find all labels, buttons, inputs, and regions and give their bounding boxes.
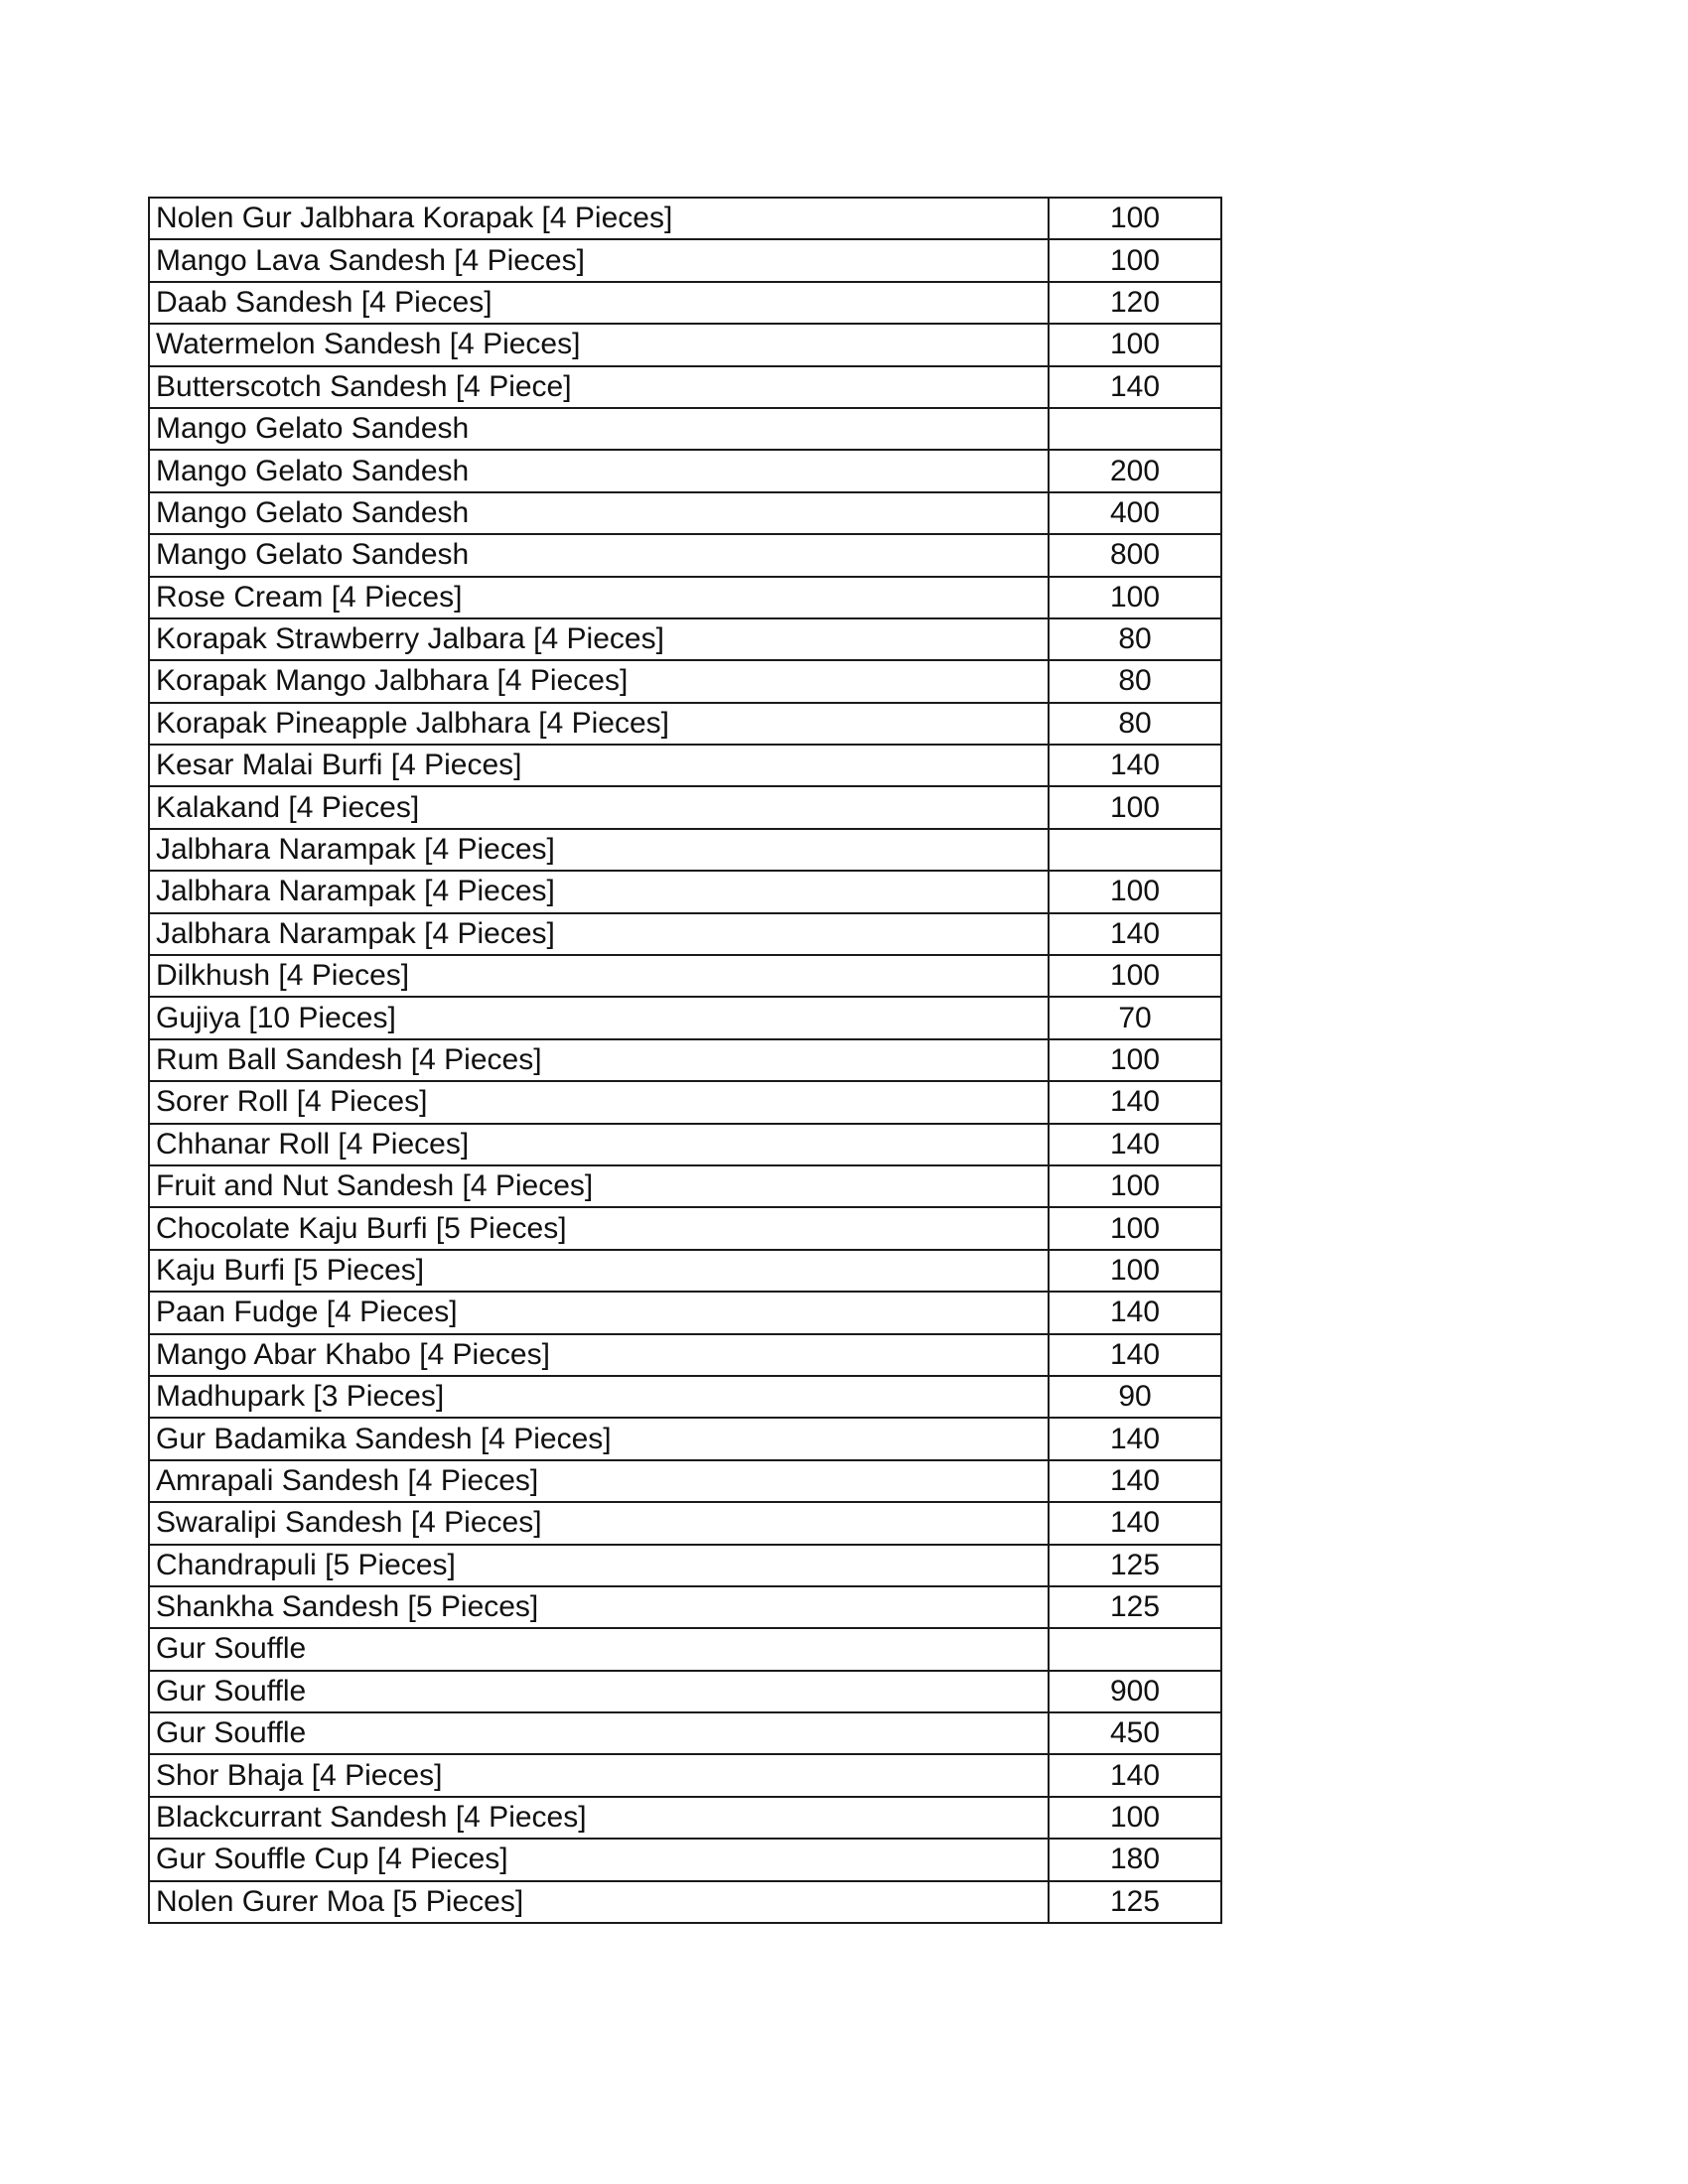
item-price-cell: 140 — [1049, 366, 1221, 408]
item-price-cell: 120 — [1049, 282, 1221, 324]
item-name-cell: Shankha Sandesh [5 Pieces] — [149, 1586, 1049, 1628]
item-price-cell: 140 — [1049, 745, 1221, 786]
table-row — [149, 1165, 1221, 1207]
item-price-cell: 100 — [1049, 1207, 1221, 1249]
table-row — [149, 1334, 1221, 1376]
table-row — [149, 239, 1221, 281]
table-row — [149, 1671, 1221, 1712]
item-price-cell: 140 — [1049, 1460, 1221, 1502]
item-name-cell: Sorer Roll [4 Pieces] — [149, 1081, 1049, 1123]
table-row — [149, 1124, 1221, 1165]
item-price-cell: 140 — [1049, 1081, 1221, 1123]
table-row — [149, 324, 1221, 365]
item-price-cell: 125 — [1049, 1881, 1221, 1923]
item-price-cell: 80 — [1049, 703, 1221, 745]
item-name-cell: Nolen Gur Jalbhara Korapak [4 Pieces] — [149, 198, 1049, 239]
item-name-cell: Nolen Gurer Moa [5 Pieces] — [149, 1881, 1049, 1923]
item-name-cell: Watermelon Sandesh [4 Pieces] — [149, 324, 1049, 365]
item-price-cell — [1049, 1628, 1221, 1670]
item-name-cell: Mango Gelato Sandesh — [149, 408, 1049, 450]
item-name-cell: Jalbhara Narampak [4 Pieces] — [149, 913, 1049, 955]
table-row — [149, 1545, 1221, 1586]
item-price-cell — [1049, 829, 1221, 871]
table-row — [149, 1081, 1221, 1123]
table-row — [149, 1207, 1221, 1249]
item-price-cell: 140 — [1049, 1418, 1221, 1459]
item-name-cell: Mango Gelato Sandesh — [149, 534, 1049, 576]
item-name-cell: Mango Abar Khabo [4 Pieces] — [149, 1334, 1049, 1376]
table-row — [149, 829, 1221, 871]
table-row — [149, 1292, 1221, 1333]
item-price-cell: 100 — [1049, 1165, 1221, 1207]
table-row — [149, 282, 1221, 324]
item-price-cell: 200 — [1049, 450, 1221, 491]
item-name-cell: Gujiya [10 Pieces] — [149, 997, 1049, 1038]
item-name-cell: Korapak Strawberry Jalbara [4 Pieces] — [149, 618, 1049, 660]
item-name-cell: Chandrapuli [5 Pieces] — [149, 1545, 1049, 1586]
table-row — [149, 997, 1221, 1038]
item-name-cell: Kalakand [4 Pieces] — [149, 786, 1049, 828]
item-name-cell: Shor Bhaja [4 Pieces] — [149, 1754, 1049, 1796]
table-row — [149, 1586, 1221, 1628]
item-price-cell: 400 — [1049, 492, 1221, 534]
item-name-cell: Gur Souffle — [149, 1628, 1049, 1670]
table-row — [149, 871, 1221, 912]
table-row — [149, 1376, 1221, 1418]
item-name-cell: Madhupark [3 Pieces] — [149, 1376, 1049, 1418]
table-row — [149, 450, 1221, 491]
item-price-cell: 140 — [1049, 1754, 1221, 1796]
item-name-cell: Korapak Pineapple Jalbhara [4 Pieces] — [149, 703, 1049, 745]
item-price-cell: 140 — [1049, 1292, 1221, 1333]
table-row — [149, 408, 1221, 450]
table-row — [149, 1839, 1221, 1880]
table-row — [149, 1418, 1221, 1459]
table-row — [149, 786, 1221, 828]
item-name-cell: Butterscotch Sandesh [4 Piece] — [149, 366, 1049, 408]
item-name-cell: Kesar Malai Burfi [4 Pieces] — [149, 745, 1049, 786]
item-name-cell: Rum Ball Sandesh [4 Pieces] — [149, 1039, 1049, 1081]
table-row — [149, 1754, 1221, 1796]
item-price-cell — [1049, 408, 1221, 450]
table-row — [149, 198, 1221, 239]
table-row — [149, 703, 1221, 745]
item-name-cell: Korapak Mango Jalbhara [4 Pieces] — [149, 660, 1049, 702]
price-list-table — [148, 197, 1222, 1924]
table-row — [149, 1628, 1221, 1670]
table-row — [149, 955, 1221, 997]
item-price-cell: 100 — [1049, 324, 1221, 365]
item-price-cell: 100 — [1049, 198, 1221, 239]
item-name-cell: Mango Gelato Sandesh — [149, 492, 1049, 534]
item-price-cell: 140 — [1049, 913, 1221, 955]
item-price-cell: 100 — [1049, 786, 1221, 828]
table-row — [149, 577, 1221, 618]
item-name-cell: Jalbhara Narampak [4 Pieces] — [149, 829, 1049, 871]
item-name-cell: Blackcurrant Sandesh [4 Pieces] — [149, 1797, 1049, 1839]
table-row — [149, 366, 1221, 408]
item-price-cell: 450 — [1049, 1712, 1221, 1754]
item-price-cell: 100 — [1049, 1039, 1221, 1081]
table-row — [149, 745, 1221, 786]
item-price-cell: 140 — [1049, 1124, 1221, 1165]
item-price-cell: 100 — [1049, 1250, 1221, 1292]
item-price-cell: 125 — [1049, 1545, 1221, 1586]
item-name-cell: Swaralipi Sandesh [4 Pieces] — [149, 1502, 1049, 1544]
table-row — [149, 1039, 1221, 1081]
item-name-cell: Kaju Burfi [5 Pieces] — [149, 1250, 1049, 1292]
item-name-cell: Mango Gelato Sandesh — [149, 450, 1049, 491]
table-row — [149, 660, 1221, 702]
table-row — [149, 1502, 1221, 1544]
item-name-cell: Daab Sandesh [4 Pieces] — [149, 282, 1049, 324]
item-price-cell: 125 — [1049, 1586, 1221, 1628]
item-price-cell: 100 — [1049, 955, 1221, 997]
item-price-cell: 100 — [1049, 1797, 1221, 1839]
item-price-cell: 80 — [1049, 660, 1221, 702]
price-list-body — [149, 198, 1221, 1923]
item-price-cell: 100 — [1049, 239, 1221, 281]
table-row — [149, 618, 1221, 660]
item-name-cell: Rose Cream [4 Pieces] — [149, 577, 1049, 618]
table-row — [149, 1460, 1221, 1502]
item-name-cell: Amrapali Sandesh [4 Pieces] — [149, 1460, 1049, 1502]
item-price-cell: 140 — [1049, 1502, 1221, 1544]
item-price-cell: 90 — [1049, 1376, 1221, 1418]
item-price-cell: 80 — [1049, 618, 1221, 660]
item-price-cell: 140 — [1049, 1334, 1221, 1376]
table-row — [149, 1797, 1221, 1839]
table-row — [149, 913, 1221, 955]
item-name-cell: Jalbhara Narampak [4 Pieces] — [149, 871, 1049, 912]
item-name-cell: Dilkhush [4 Pieces] — [149, 955, 1049, 997]
item-price-cell: 900 — [1049, 1671, 1221, 1712]
item-name-cell: Paan Fudge [4 Pieces] — [149, 1292, 1049, 1333]
item-name-cell: Fruit and Nut Sandesh [4 Pieces] — [149, 1165, 1049, 1207]
item-price-cell: 180 — [1049, 1839, 1221, 1880]
item-name-cell: Gur Souffle — [149, 1712, 1049, 1754]
table-row — [149, 534, 1221, 576]
item-name-cell: Chhanar Roll [4 Pieces] — [149, 1124, 1049, 1165]
item-price-cell: 800 — [1049, 534, 1221, 576]
item-price-cell: 70 — [1049, 997, 1221, 1038]
item-name-cell: Gur Souffle Cup [4 Pieces] — [149, 1839, 1049, 1880]
table-row — [149, 1881, 1221, 1923]
item-name-cell: Mango Lava Sandesh [4 Pieces] — [149, 239, 1049, 281]
item-price-cell: 100 — [1049, 871, 1221, 912]
table-row — [149, 1250, 1221, 1292]
item-name-cell: Chocolate Kaju Burfi [5 Pieces] — [149, 1207, 1049, 1249]
item-price-cell: 100 — [1049, 577, 1221, 618]
table-row — [149, 1712, 1221, 1754]
item-name-cell: Gur Badamika Sandesh [4 Pieces] — [149, 1418, 1049, 1459]
item-name-cell: Gur Souffle — [149, 1671, 1049, 1712]
table-row — [149, 492, 1221, 534]
